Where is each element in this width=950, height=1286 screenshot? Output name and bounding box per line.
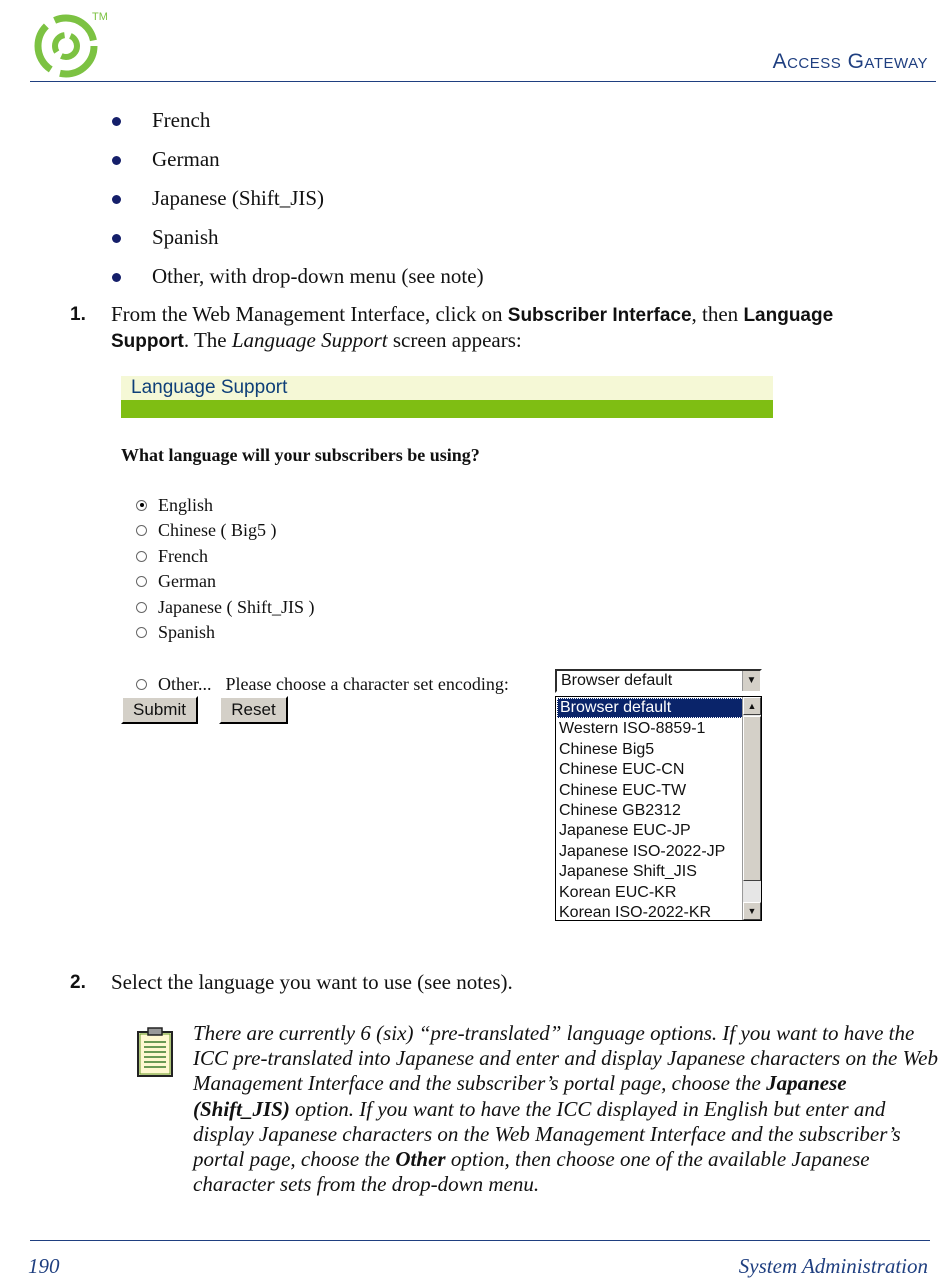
radio-label: English (158, 494, 214, 515)
list-item[interactable]: Western ISO-8859-1 (559, 720, 706, 738)
notepad-icon (136, 1026, 174, 1078)
list-item[interactable]: Japanese ISO-2022-JP (559, 842, 726, 860)
trademark-mark: TM (92, 11, 108, 23)
radio-label: Spanish (158, 621, 216, 642)
radio-label: Japanese ( Shift_JIS ) (158, 596, 315, 617)
radio-japanese-shift-jis[interactable] (136, 596, 314, 618)
radio-button[interactable] (136, 679, 147, 690)
submit-button[interactable]: Submit (121, 696, 198, 724)
listbox-scrollbar[interactable] (742, 697, 761, 920)
header-title: Access Gateway (772, 50, 928, 73)
radio-button[interactable] (136, 551, 147, 562)
encoding-select[interactable] (555, 669, 762, 693)
list-item: Other, with drop-down menu (see note) (110, 261, 484, 300)
footer-section-title: System Administration (738, 1254, 928, 1278)
radio-label: Other... (158, 673, 212, 694)
list-item[interactable]: Chinese GB2312 (559, 801, 681, 819)
list-item: Spanish (110, 222, 484, 261)
scroll-down-icon[interactable]: ▼ (743, 902, 761, 920)
list-item[interactable]: Japanese Shift_JIS (559, 863, 697, 881)
encoding-select-value: Browser default (561, 672, 673, 689)
step-number: 1. (70, 304, 86, 325)
language-bullet-list (110, 105, 484, 300)
step-number: 2. (70, 972, 86, 993)
list-item: French (110, 105, 484, 144)
step-text: Select the language you want to use (see notes). (111, 970, 513, 994)
screen-title: Language Support (131, 377, 288, 398)
radio-label: French (158, 545, 208, 566)
encoding-listbox[interactable] (555, 696, 762, 921)
step-text: From the Web Management Interface, click on Subscriber Interface, then Language Support. The Language Support screen appears: (111, 302, 834, 352)
footer-rule (30, 1240, 930, 1241)
reset-button[interactable]: Reset (219, 696, 288, 724)
radio-spanish[interactable] (136, 621, 215, 643)
radio-button[interactable] (136, 525, 147, 536)
list-item[interactable]: Korean EUC-KR (559, 883, 677, 901)
language-question: What language will your subscribers be using? (121, 445, 480, 465)
list-item: Japanese (Shift_JIS) (110, 183, 484, 222)
list-item[interactable]: Korean ISO-2022-KR (559, 903, 712, 921)
radio-button[interactable] (136, 627, 147, 638)
dropdown-arrow-icon[interactable]: ▼ (742, 671, 760, 691)
radio-english[interactable] (136, 494, 213, 516)
radio-button[interactable] (136, 500, 147, 511)
radio-other[interactable] (136, 673, 509, 695)
list-item: German (110, 144, 484, 183)
radio-label: German (158, 570, 216, 591)
list-item[interactable]: Chinese EUC-CN (559, 761, 685, 779)
note-text: There are currently 6 (six) “pre-translated” language options. If you want to have the ICC pre-translated into Japanese and enter and display Japanese characters on the Web Management Interface and the subscriber’s portal page, choose the Japanese (Shift_JIS) option. If you want to have the ICC displayed in English but enter and display Japanese characters on the Web Management Interface and the subscriber’s portal page, choose the Other option, then choose one of the available Japanese character sets from the drop-down menu. (193, 1021, 938, 1197)
page-number: 190 (28, 1254, 60, 1278)
radio-german[interactable] (136, 570, 216, 592)
screen-title-band (121, 376, 773, 400)
scroll-up-icon[interactable]: ▲ (743, 697, 761, 715)
radio-button[interactable] (136, 602, 147, 613)
radio-label: Chinese ( Big5 ) (158, 519, 277, 540)
radio-button[interactable] (136, 576, 147, 587)
screen-green-bar (121, 400, 773, 418)
header-rule (30, 81, 936, 82)
company-logo (28, 8, 110, 78)
radio-french[interactable] (136, 545, 208, 567)
list-item[interactable]: Japanese EUC-JP (559, 822, 691, 840)
list-item[interactable]: Chinese Big5 (559, 740, 655, 758)
scroll-thumb[interactable] (743, 716, 761, 881)
encoding-prompt: Please choose a character set encoding: (225, 673, 509, 694)
list-item[interactable]: Chinese EUC-TW (559, 781, 687, 799)
radio-chinese-big5[interactable] (136, 519, 277, 541)
list-item[interactable]: Browser default (557, 698, 760, 718)
